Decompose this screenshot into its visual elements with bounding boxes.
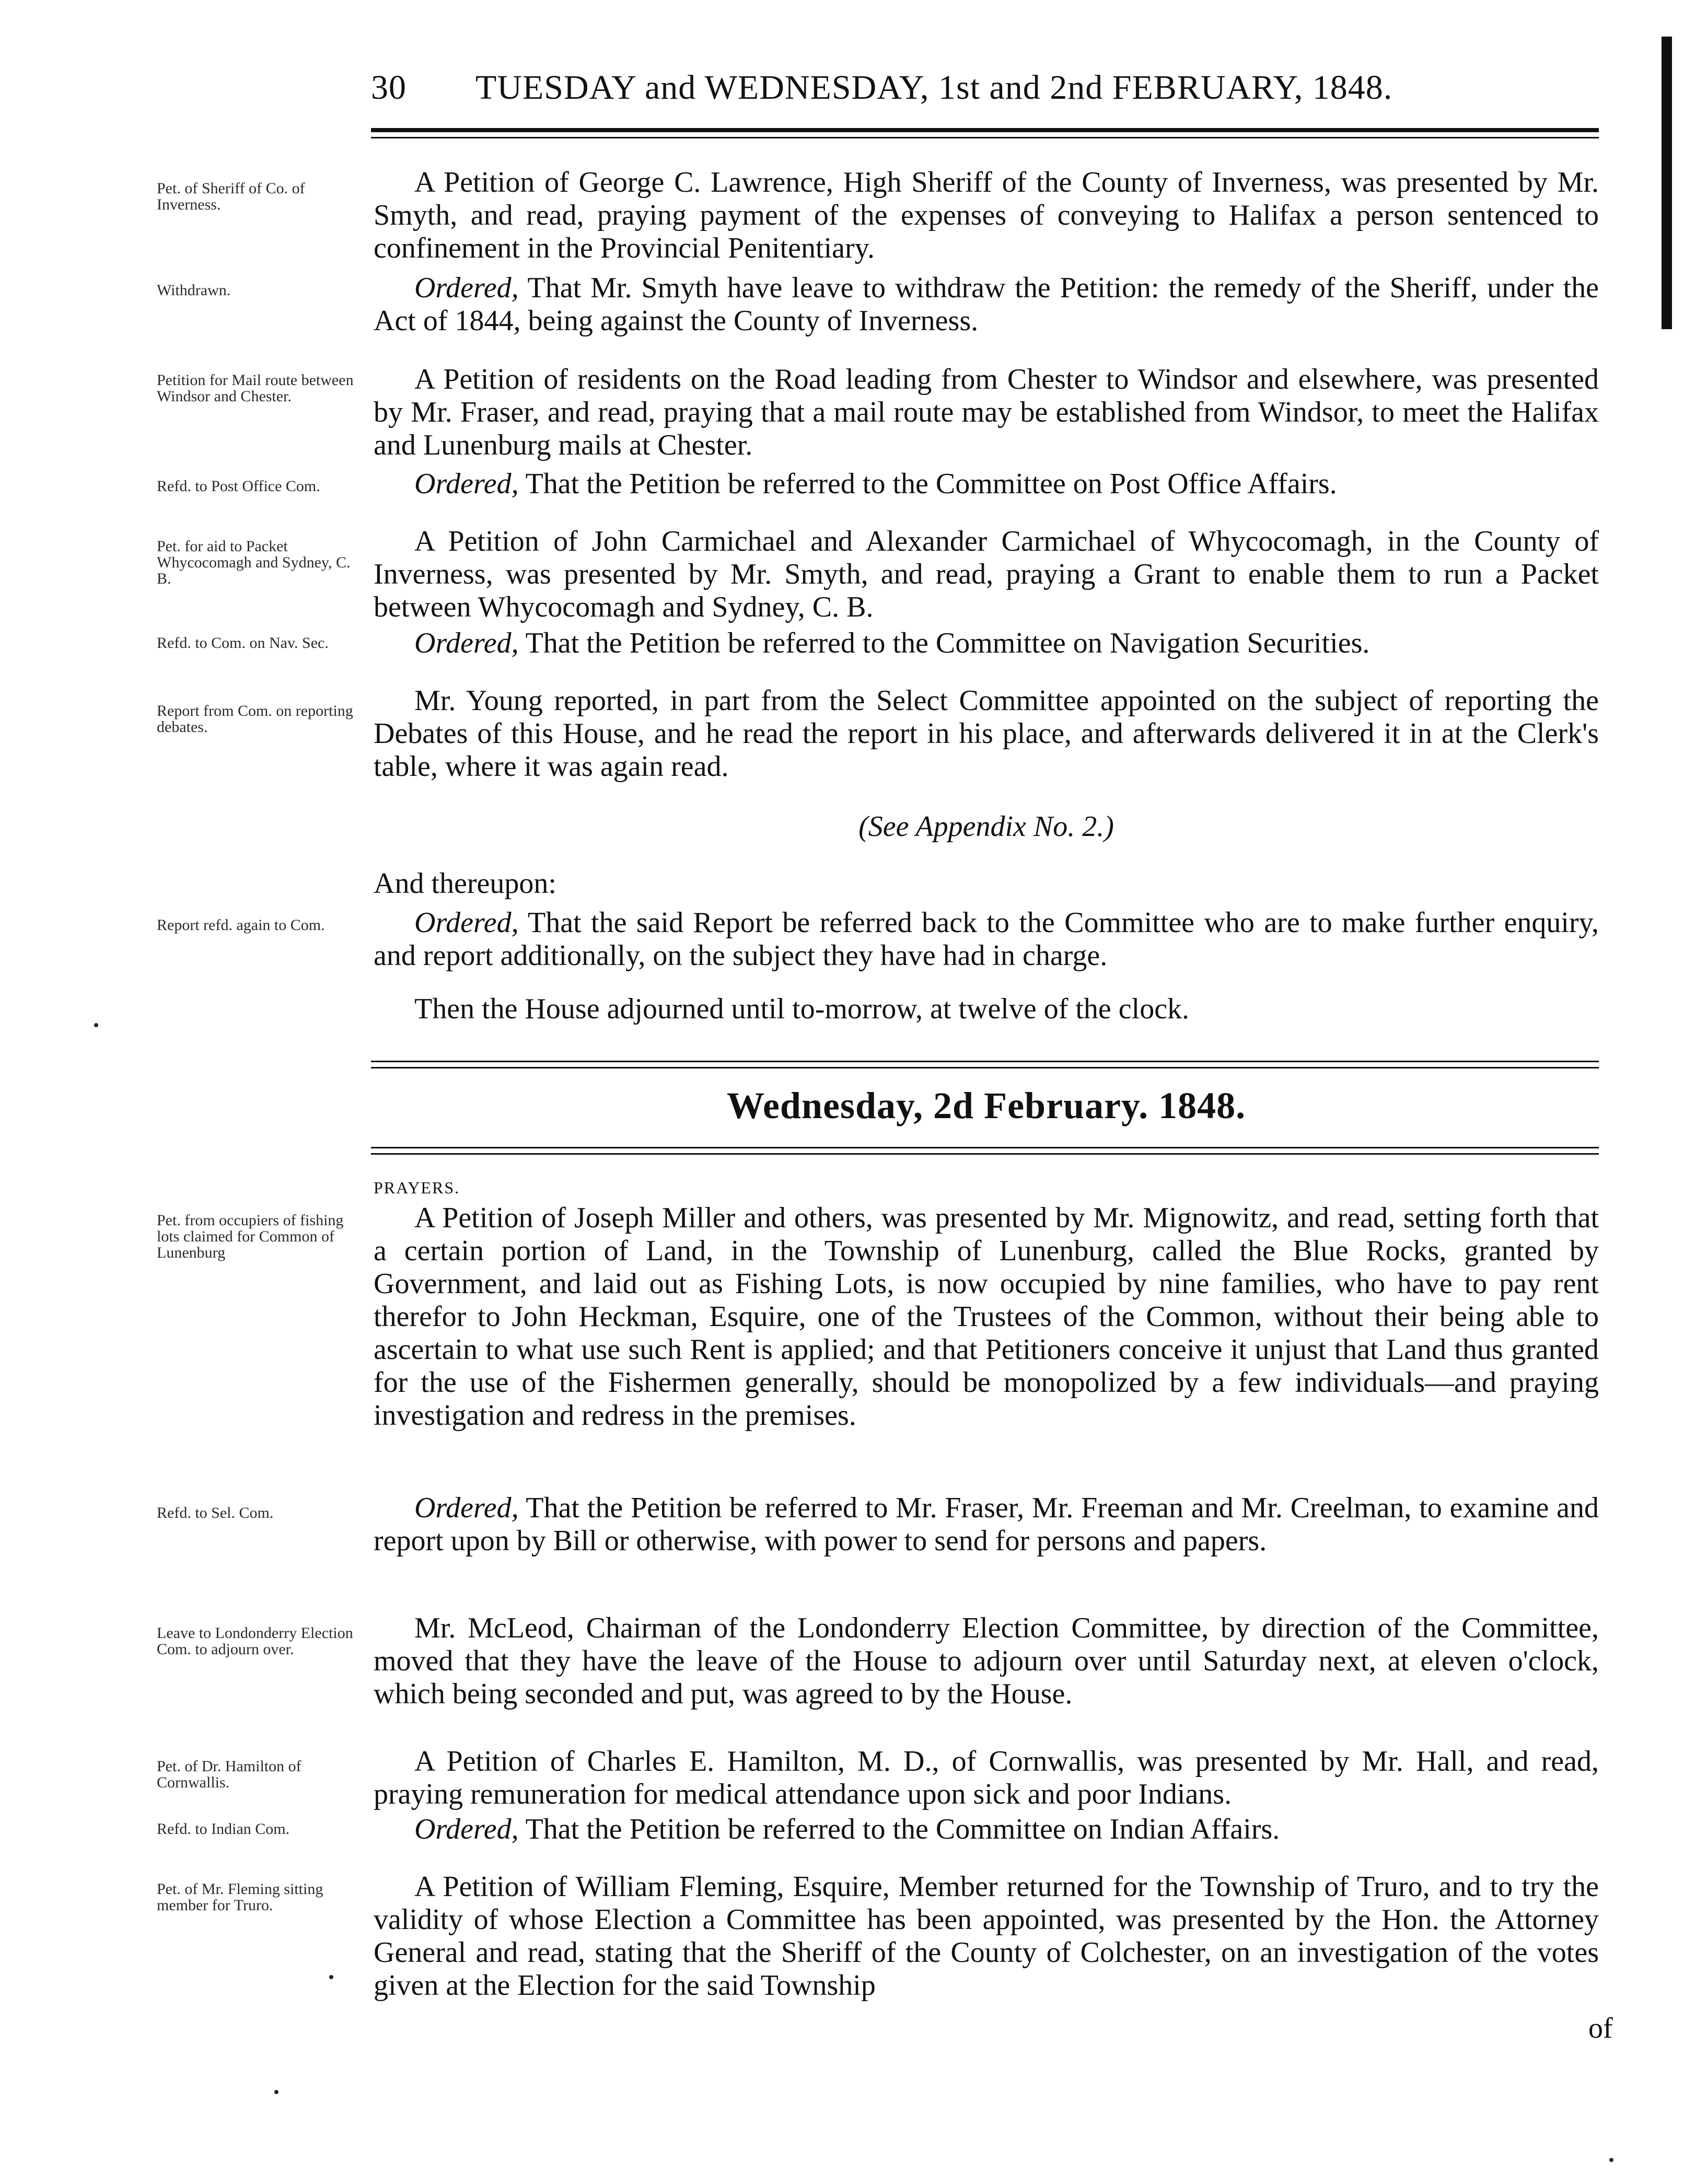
entry-body: A Petition of Joseph Miller and others, was presented by Mr. Mignowitz, and read, setting forth that a certain portion of Land, in the Township of Lunenburg, called the Blue Rocks, granted by Government, and laid out as Fishing Lots, is now occupied by nine families, who have to pay rent therefor to John Heckman, Esquire, one of the Trustees of the Common, without their being able to ascertain to what use such Rent is applied; and that Petitioners conceive it unjust that Land thus granted for the use of the Fishermen generally, should be monopolized by a few individuals—and praying investigation and redress in the premises. xyxy=(374,1202,1599,1432)
ordered-lead: Ordered, xyxy=(414,272,519,304)
entry-body: That the Petition be referred to Mr. Fraser, Mr. Freeman and Mr. Creelman, to examine and report upon by Bill or otherwise, with power to send for persons and papers. xyxy=(374,1492,1599,1557)
margin-note: Pet. from occupiers of fishing lots claimed for Common of Lunenburg xyxy=(157,1212,344,1261)
entry-body: That the said Report be referred back to the Committee who are to make further enquiry, and report additionally, on the subject they have had in charge. xyxy=(374,907,1599,972)
entry-body: A Petition of George C. Lawrence, High Sheriff of the County of Inverness, was presented by Mr. Smyth, and read, praying payment of the expenses of conveying to Halifax a person sentenced to confinement in the Provincial Penitentiary. xyxy=(374,166,1599,264)
entry-body: That Mr. Smyth have leave to withdraw the Petition: the remedy of the Sheriff, under the Act of 1844, being against the County of Inverness. xyxy=(374,272,1599,337)
section-rule xyxy=(371,1147,1599,1148)
margin-speck xyxy=(329,1975,333,1979)
ordered-lead: Ordered, xyxy=(414,1492,519,1524)
margin-note: Pet. of Mr. Fleming sitting member for Truro. xyxy=(157,1880,323,1914)
adjournment-text: Then the House adjourned until to-morrow, at twelve of the clock. xyxy=(414,993,1190,1025)
ordered-lead: Ordered, xyxy=(414,468,519,500)
entry-text xyxy=(374,1202,1599,1432)
section-rule xyxy=(371,1153,1599,1155)
entry-body: A Petition of William Fleming, Esquire, Member returned for the Township of Truro, and to try the validity of whose Election a Committee has been appointed, was presented by the Hon. the Attorney General and read, stating that the Sheriff of the County of Colchester, on an investigation of the votes given at the Election for the said Township xyxy=(374,1871,1599,2002)
entry-text xyxy=(374,468,1599,501)
entry-text xyxy=(374,363,1599,462)
entry-text xyxy=(374,684,1599,783)
catchword: of xyxy=(1588,2012,1613,2044)
entry-body: That the Petition be referred to the Committee on Navigation Securities. xyxy=(525,627,1370,659)
ordered-lead: Ordered, xyxy=(414,627,519,659)
entry-text xyxy=(374,1612,1599,1711)
margin-speck xyxy=(1609,2158,1613,2162)
margin-speck xyxy=(94,1023,98,1027)
margin-note: Pet. for aid to Packet Whycocomagh and Sydney, C. B. xyxy=(157,538,351,587)
entry-text xyxy=(374,1871,1599,2002)
entry-body: A Petition of residents on the Road leading from Chester to Windsor and elsewhere, was presented by Mr. Fraser, and read, praying that a mail route may be established from Windsor, to meet the Halifax and Lunenburg mails at Chester. xyxy=(374,363,1599,461)
entry-text xyxy=(374,525,1599,624)
margin-note: Petition for Mail route between Windsor and Chester. xyxy=(157,371,354,405)
margin-speck xyxy=(274,2090,278,2094)
margin-note: Pet. of Dr. Hamilton of Cornwallis. xyxy=(157,1758,301,1791)
entry-text xyxy=(374,272,1599,338)
header-rule-thin xyxy=(371,137,1599,138)
entry-text xyxy=(374,627,1599,660)
entry-text xyxy=(374,1492,1599,1558)
margin-note: Leave to Londonderry Election Com. to adjourn over. xyxy=(157,1624,353,1658)
page-number: 30 xyxy=(371,68,407,107)
margin-note: Report refd. again to Com. xyxy=(157,916,325,934)
margin-note: Refd. to Sel. Com. xyxy=(157,1504,274,1521)
margin-note: Refd. to Post Office Com. xyxy=(157,478,320,495)
page-edge-bar xyxy=(1662,37,1672,329)
entry-body: Mr. McLeod, Chairman of the Londonderry Election Committee, by direction of the Committee, moved that they have the leave of the House to adjourn over until Saturday next, at eleven o'clock, which being seconded and put, was agreed to by the House. xyxy=(374,1612,1599,1710)
running-header xyxy=(371,68,1594,108)
margin-note: Refd. to Com. on Nav. Sec. xyxy=(157,634,329,652)
margin-note: Refd. to Indian Com. xyxy=(157,1820,290,1838)
day-heading: Wednesday, 2d February. 1848. xyxy=(726,1085,1246,1126)
entry-text xyxy=(374,1813,1599,1846)
margin-note: Withdrawn. xyxy=(157,282,231,299)
prayers-label: PRAYERS. xyxy=(374,1178,460,1197)
entry-body: A Petition of John Carmichael and Alexander Carmichael of Whycocomagh, in the County of Inverness, was presented by Mr. Smyth, and read, praying a Grant to enable them to run a Packet between Whycocomagh and Sydney, C. B. xyxy=(374,525,1599,623)
header-title: TUESDAY and WEDNESDAY, 1st and 2nd FEBRUARY, 1848. xyxy=(475,68,1393,107)
thereupon-text: And thereupon: xyxy=(374,867,556,900)
entry-text xyxy=(374,1745,1599,1811)
ordered-lead: Ordered, xyxy=(414,1813,519,1845)
appendix-note: (See Appendix No. 2.) xyxy=(858,810,1114,843)
entry-text xyxy=(374,166,1599,265)
entry-body: A Petition of Charles E. Hamilton, M. D., of Cornwallis, was presented by Mr. Hall, and read, praying remuneration for medical attendance upon sick and poor Indians. xyxy=(374,1745,1599,1810)
entry-text xyxy=(374,907,1599,972)
ordered-lead: Ordered, xyxy=(414,907,519,939)
margin-note: Pet. of Sheriff of Co. of Inverness. xyxy=(157,180,305,213)
margin-note: Report from Com. on reporting debates. xyxy=(157,702,353,736)
section-rule xyxy=(371,1061,1599,1062)
entry-body: That the Petition be referred to the Committee on Post Office Affairs. xyxy=(525,468,1337,500)
section-rule xyxy=(371,1067,1599,1068)
entry-body: Mr. Young reported, in part from the Select Committee appointed on the subject of reporting the Debates of this House, and he read the report in his place, and afterwards delivered it in at the Clerk's table, where it was again read. xyxy=(374,684,1599,783)
header-rule xyxy=(371,128,1599,132)
entry-body: That the Petition be referred to the Committee on Indian Affairs. xyxy=(525,1813,1280,1845)
